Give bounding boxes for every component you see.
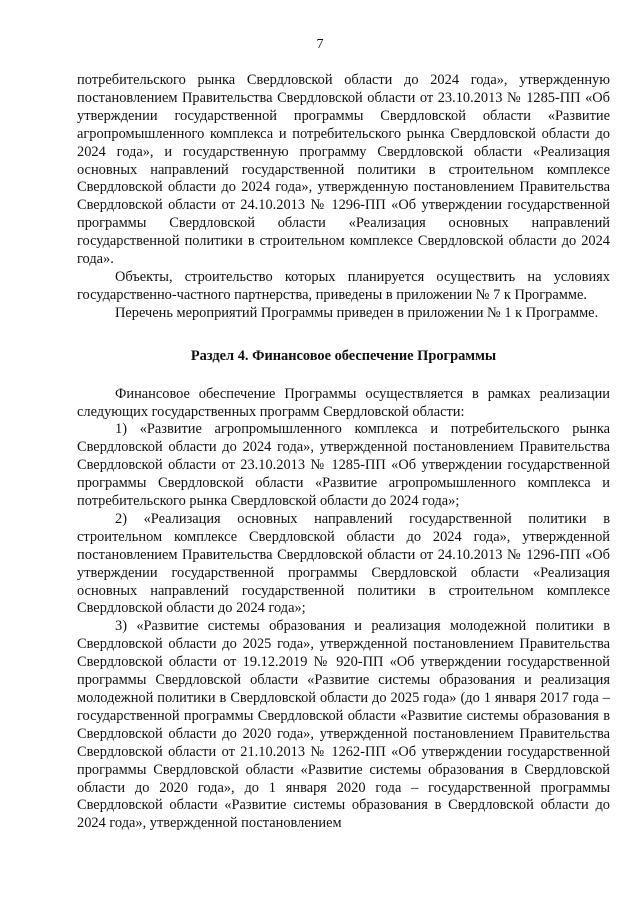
list-item-program-2: 2) «Реализация основных направлений государственной политики в строительном комплексе Свердловской области до 2024 года», утвержденной постановлением Правительства Свердловской области от 24.10.2013 № 1296-ПП «Об утверждении государственной программы Свердловской области «Реализация основных направлений государственной политики в строительном комплексе Свердловской области до 2024 года»;	[77, 510, 610, 617]
paragraph-continuation: потребительского рынка Свердловской области до 2024 года», утвержденную постановлением Правительства Свердловской области от 23.10.2013 № 1285-ПП «Об утверждении государственной программы Свердловской области «Развитие агропромышленного комплекса и потребительского рынка Свердловской области до 2024 года», и государственную программу Свердловской области «Реализация основных направлений государственной политики в строительном комплексе Свердловской области до 2024 года», утвержденную постановлением Правительства Свердловской области от 24.10.2013 № 1296-ПП «Об утверждении государственной программы Свердловской области «Реализация основных направлений государственной политики в строительном комплексе Свердловской области до 2024 года».	[77, 72, 610, 268]
paragraph-funding-intro: Финансовое обеспечение Программы осуществляется в рамках реализации следующих государственных программ Свердловской области:	[77, 385, 610, 420]
paragraph-measures-list: Перечень мероприятий Программы приведен в приложении № 1 к Программе.	[115, 304, 599, 321]
page-number: 7	[316, 37, 324, 52]
section-heading: Раздел 4. Финансовое обеспечение Программы	[190, 347, 497, 364]
document-body	[77, 72, 610, 833]
list-item-program-3: 3) «Развитие системы образования и реализация молодежной политики в Свердловской области до 2025 года», утвержденной постановлением Правительства Свердловской области от 19.12.2019 № 920-ПП «Об утверждении государственной программы Свердловской области «Развитие системы образования и реализация молодежной политики в Свердловской области до 2025 года» (до 1 января 2017 года – государственной программы Свердловской области «Развитие системы образования в Свердловской области до 2020 года», утвержденной постановлением Правительства Свердловской области от 21.10.2013 № 1262-ПП «Об утверждении государственной программы Свердловской области «Развитие системы образования в Свердловской области до 2020 года», до 1 января 2020 года – государственной программы Свердловской области «Развитие системы образования в Свердловской области до 2024 года», утвержденной постановлением	[77, 618, 610, 832]
list-item-program-1: 1) «Развитие агропромышленного комплекса и потребительского рынка Свердловской области до 2024 года», утвержденной постановлением Правительства Свердловской области от 23.10.2013 № 1285-ПП «Об утверждении государственной программы Свердловской области «Развитие агропромышленного комплекса и потребительского рынка Свердловской области до 2024 года»;	[77, 421, 610, 510]
paragraph-ppp-objects: Объекты, строительство которых планируется осуществить на условиях государственно-частного партнерства, приведены в приложении № 7 к Программе.	[77, 268, 610, 303]
